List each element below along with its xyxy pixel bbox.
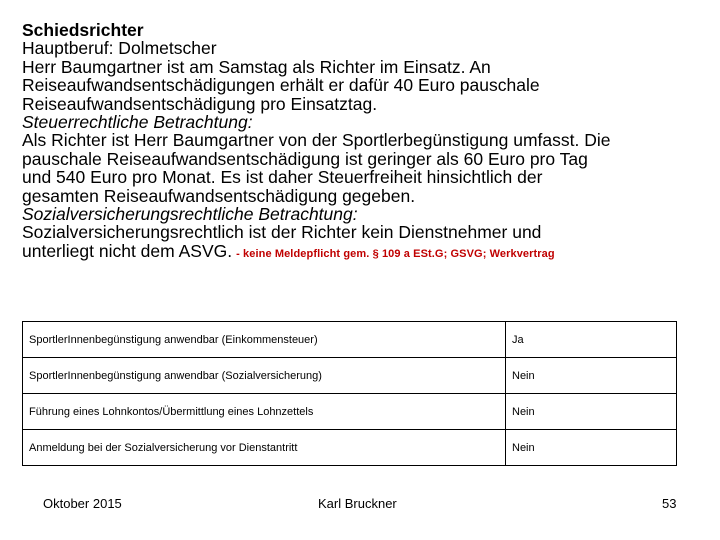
table-cell-label: Anmeldung bei der Sozialversicherung vor Dienstantritt [23,430,506,466]
table-row [23,394,677,430]
table-cell-label: SportlerInnenbegünstigung anwendbar (Sozialversicherung) [23,358,506,394]
table-cell-value: Nein [506,430,677,466]
case-line: Reiseaufwandsentschädigung pro Einsatztag. [22,93,378,114]
table-row [23,322,677,358]
tax-line: pauschale Reiseaufwandsentschädigung ist geringer als 60 Euro pro Tag [22,148,588,169]
case-line: Reiseaufwandsentschädigungen erhält er dafür 40 Euro pauschale [22,75,540,96]
summary-table [22,321,677,466]
case-line: Herr Baumgartner ist am Samstag als Richter im Einsatz. An [22,56,491,77]
table-cell-value: Ja [506,322,677,358]
social-heading: Sozialversicherungsrechtliche Betrachtung: [22,204,358,225]
social-line: unterliegt nicht dem ASVG. [22,240,233,261]
social-line-with-note [22,242,712,263]
tax-line: und 540 Euro pro Monat. Es ist daher Steuerfreiheit hinsichtlich der [22,167,543,188]
slide-content [22,21,712,263]
table-cell-value: Nein [506,358,677,394]
tax-line: gesamten Reiseaufwandsentschädigung gegeben. [22,185,416,206]
footer-date: Oktober 2015 [43,496,122,511]
main-job: Hauptberuf: Dolmetscher [22,38,217,59]
table-row [23,430,677,466]
table-cell-label: Führung eines Lohnkontos/Übermittlung eines Lohnzettels [23,394,506,430]
footer-author: Karl Bruckner [318,496,397,511]
table-cell-value: Nein [506,394,677,430]
tax-line: Als Richter ist Herr Baumgartner von der Sportlerbegünstigung umfasst. Die [22,130,611,151]
social-line: Sozialversicherungsrechtlich ist der Richter kein Dienstnehmer und [22,222,542,243]
social-note: - keine Meldepflicht gem. § 109 a ESt.G; GSVG; Werkvertrag [236,247,555,260]
tax-heading: Steuerrechtliche Betrachtung: [22,112,253,133]
table-row [23,358,677,394]
footer-page-number: 53 [662,496,677,511]
slide-heading: Schiedsrichter [22,20,144,40]
table-cell-label: SportlerInnenbegünstigung anwendbar (Einkommensteuer) [23,322,506,358]
